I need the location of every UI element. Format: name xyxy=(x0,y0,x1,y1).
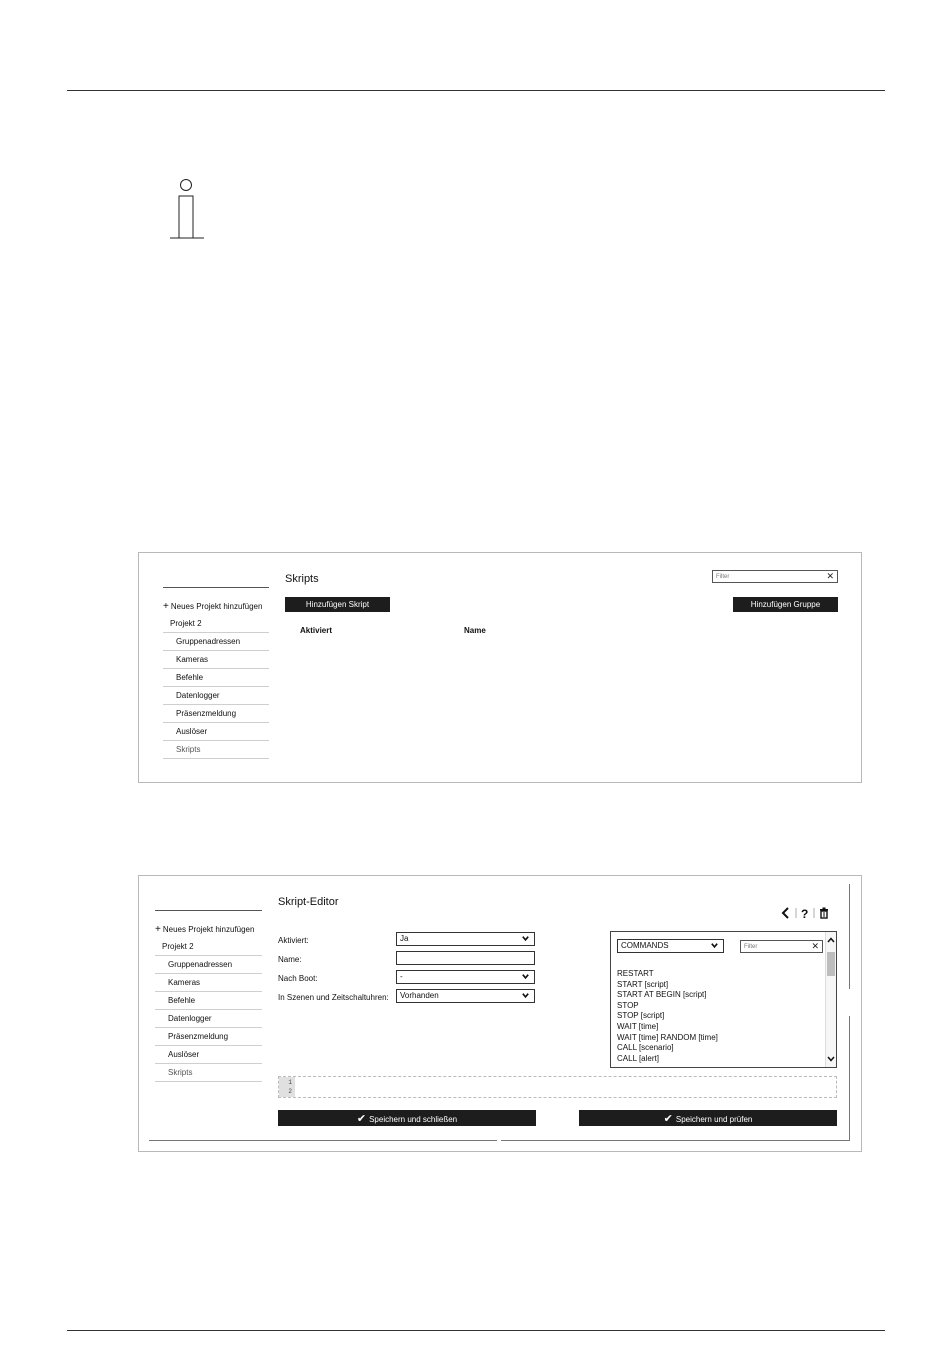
sidebar-divider xyxy=(155,910,262,911)
toolbar xyxy=(779,906,839,923)
command-item[interactable]: CALL [scenario] xyxy=(617,1043,674,1053)
add-project-label: Neues Projekt hinzufügen xyxy=(162,925,255,934)
scenes-select[interactable] xyxy=(396,989,535,1003)
plus-icon: + xyxy=(163,601,169,612)
line-number: 2 xyxy=(288,1088,292,1095)
boot-label: Nach Boot: xyxy=(278,974,318,983)
command-item[interactable]: WAIT [time] xyxy=(617,1021,659,1031)
activated-label: Aktiviert: xyxy=(278,936,309,945)
scroll-thumb[interactable] xyxy=(827,952,835,976)
command-item[interactable]: CALL [alert] xyxy=(617,1053,659,1063)
command-item[interactable]: STOP [script] xyxy=(617,1011,665,1021)
sidebar-item-group-addresses[interactable]: Gruppenadressen xyxy=(155,956,262,974)
page-title: Skript-Editor xyxy=(278,896,339,908)
sidebar-item-triggers[interactable]: Auslöser xyxy=(163,723,269,741)
save-close-button[interactable] xyxy=(278,1110,536,1126)
sidebar-item-project[interactable]: Projekt 2 xyxy=(163,615,269,633)
commands-filter-placeholder: Filter xyxy=(744,944,758,950)
code-editor[interactable] xyxy=(278,1076,837,1098)
activated-select[interactable] xyxy=(396,932,535,946)
sidebar-item-datalogger[interactable]: Datenlogger xyxy=(155,1010,262,1028)
clear-icon[interactable]: ✕ xyxy=(811,941,819,951)
column-name[interactable]: Name xyxy=(464,626,486,635)
save-check-button[interactable] xyxy=(579,1110,837,1126)
commands-filter-input[interactable] xyxy=(740,940,823,953)
add-project-item[interactable] xyxy=(155,921,262,938)
chevron-down-icon xyxy=(521,972,530,981)
command-item[interactable]: RESTART xyxy=(617,969,654,978)
sidebar xyxy=(163,587,269,759)
delete-icon[interactable] xyxy=(820,908,828,919)
sidebar-item-triggers[interactable]: Auslöser xyxy=(155,1046,262,1064)
panel-border-bottom xyxy=(149,1140,497,1141)
sidebar-item-project[interactable]: Projekt 2 xyxy=(155,938,262,956)
scripts-screenshot xyxy=(138,552,862,783)
chevron-down-icon xyxy=(710,941,719,950)
line-number: 1 xyxy=(288,1079,292,1086)
save-check-label: Speichern und prüfen xyxy=(675,1114,753,1124)
chevron-down-icon[interactable] xyxy=(826,1054,836,1064)
command-item[interactable]: STOP xyxy=(617,1000,639,1010)
info-icon xyxy=(168,178,208,242)
checkmark-icon: ✔ xyxy=(663,1112,673,1125)
commands-panel xyxy=(610,931,837,1068)
line-number-gutter xyxy=(279,1077,295,1097)
sidebar-item-datalogger[interactable]: Datenlogger xyxy=(163,687,269,705)
add-project-item[interactable] xyxy=(163,598,269,615)
top-rule xyxy=(67,90,885,91)
sidebar-item-scripts[interactable]: Skripts xyxy=(155,1064,262,1082)
commands-scrollbar[interactable] xyxy=(825,932,836,1067)
add-project-label: Neues Projekt hinzufügen xyxy=(170,602,263,611)
help-icon[interactable] xyxy=(801,907,808,920)
scenes-value: Vorhanden xyxy=(400,991,439,1000)
sidebar-item-commands[interactable]: Befehle xyxy=(163,669,269,687)
sidebar-item-presence[interactable]: Präsenzmeldung xyxy=(163,705,269,723)
checkmark-icon: ✔ xyxy=(356,1112,367,1125)
page-title: Skripts xyxy=(285,573,319,585)
commands-list xyxy=(617,969,718,1064)
add-group-button[interactable]: Hinzufügen Gruppe xyxy=(733,597,838,612)
bottom-rule xyxy=(67,1330,885,1331)
save-close-label: Speichern und schließen xyxy=(369,1114,458,1124)
sidebar-item-scripts[interactable]: Skripts xyxy=(163,741,269,759)
command-item[interactable]: START AT BEGIN [script] xyxy=(617,990,707,1000)
name-label: Name: xyxy=(278,955,302,964)
plus-icon: + xyxy=(155,924,161,935)
svg-text:?: ? xyxy=(801,907,809,920)
boot-select[interactable] xyxy=(396,970,535,984)
column-activated[interactable]: Aktiviert xyxy=(300,626,333,635)
chevron-down-icon xyxy=(521,934,530,943)
sidebar-item-cameras[interactable]: Kameras xyxy=(163,651,269,669)
clear-icon[interactable]: ✕ xyxy=(826,571,834,581)
sidebar xyxy=(155,910,262,1082)
activated-value: Ja xyxy=(400,934,409,943)
sidebar-item-commands[interactable]: Befehle xyxy=(155,992,262,1010)
sidebar-divider xyxy=(163,587,269,588)
chevron-up-icon[interactable] xyxy=(826,935,836,945)
filter-input[interactable] xyxy=(712,570,838,583)
chevron-down-icon xyxy=(521,991,530,1000)
commands-select[interactable] xyxy=(617,939,724,953)
command-item[interactable]: START [script] xyxy=(617,979,669,989)
script-editor-screenshot xyxy=(138,875,862,1152)
sidebar-item-cameras[interactable]: Kameras xyxy=(155,974,262,992)
back-icon[interactable] xyxy=(783,908,788,918)
add-script-button[interactable]: Hinzufügen Skript xyxy=(285,597,390,612)
commands-select-value: COMMANDS xyxy=(621,941,669,950)
panel-border-right-lower xyxy=(849,1016,850,1141)
filter-placeholder: Filter xyxy=(716,574,730,580)
name-input[interactable] xyxy=(396,951,535,965)
boot-value: - xyxy=(400,972,403,981)
sidebar-item-presence[interactable]: Präsenzmeldung xyxy=(155,1028,262,1046)
command-item[interactable]: WAIT [time] RANDOM [time] xyxy=(617,1032,718,1042)
scenes-label: In Szenen und Zeitschaltuhren: xyxy=(278,993,389,1002)
panel-border-right xyxy=(849,884,850,989)
sidebar-item-group-addresses[interactable]: Gruppenadressen xyxy=(163,633,269,651)
panel-border-bottom-right xyxy=(501,1140,850,1141)
